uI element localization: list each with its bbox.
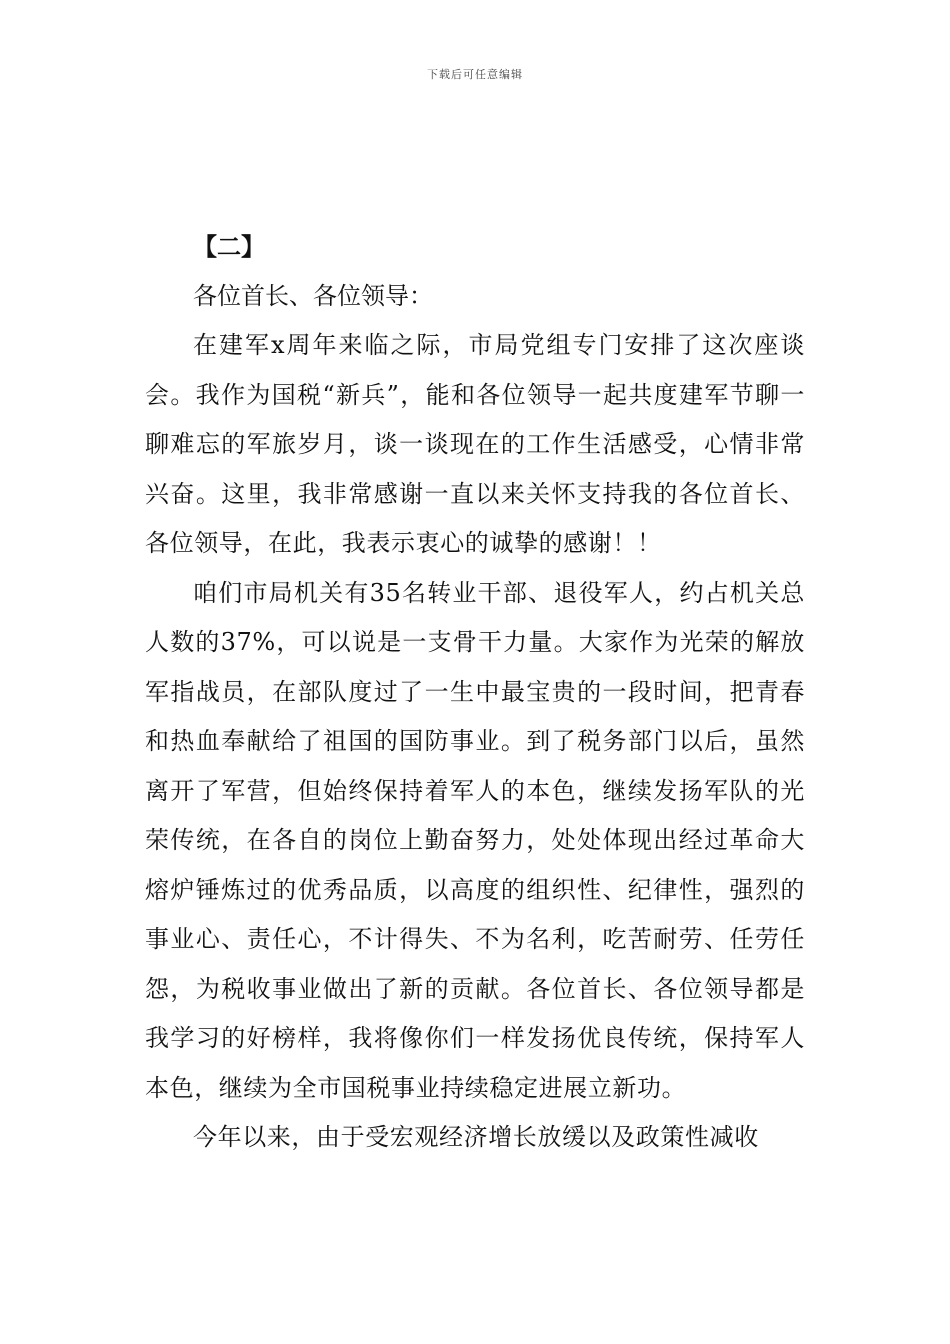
paragraph-3: 今年以来，由于受宏观经济增长放缓以及政策性减收 [193,1123,759,1151]
salutation: 各位首长、各位领导： [193,281,433,310]
section-marker: 【二】 [193,232,265,261]
header-note: 下载后可任意编辑 [427,68,523,81]
paragraph-1: 在建军x周年来临之际，市局党组专门安排了这次座谈会。我作为国税“新兵”，能和各位领导一起共度建军节聊一聊难忘的军旅岁月，谈一谈现在的工作生活感受，心情非常兴奋。这里，我非常感谢一直以来关怀支持我的各位首长、各位领导，在此，我表示衷心的诚挚的感谢！！ [145,331,805,557]
paragraph-2: 咱们市局机关有35名转业干部、退役军人，约占机关总人数的37%，可以说是一支骨干力量。大家作为光荣的解放军指战员，在部队度过了一生中最宝贵的一段时间，把青春和热血奉献给了祖国的国防事业。到了税务部门以后，虽然离开了军营，但始终保持着军人的本色，继续发扬军队的光荣传统，在各自的岗位上勤奋努力，处处体现出经过革命大熔炉锤炼过的优秀品质，以高度的组织性、纪律性，强烈的事业心、责任心，不计得失、不为名利，吃苦耐劳、任劳任怨，为税收事业做出了新的贡献。各位首长、各位领导都是我学习的好榜样，我将像你们一样发扬优良传统，保持军人本色，继续为全市国税事业持续稳定进展立新功。 [145,578,805,1102]
document-body [145,222,805,1163]
